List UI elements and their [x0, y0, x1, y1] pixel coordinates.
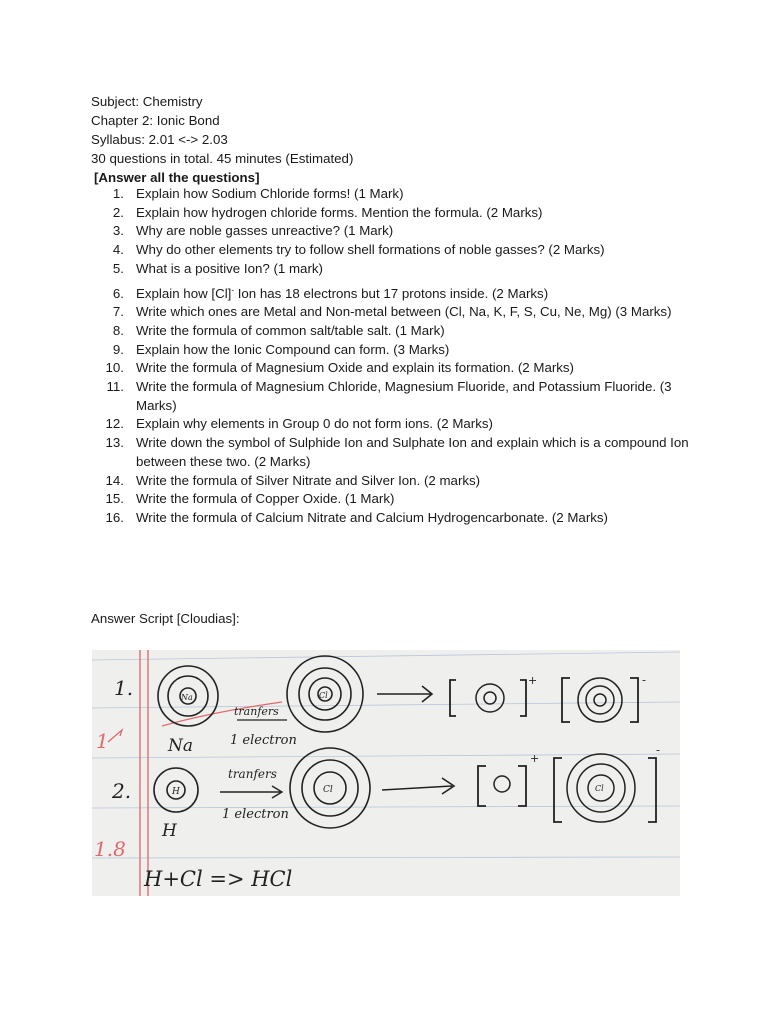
question-item: [91, 260, 691, 279]
chapter-line: Chapter 2: Ionic Bond: [91, 113, 220, 128]
question-text: Write the formula of Calcium Nitrate and Calcium Hydrogencarbonate. (2 Marks): [136, 509, 608, 525]
question-number: 3.: [112, 223, 124, 239]
question-number: 9.: [112, 341, 124, 357]
question-number: 8.: [112, 322, 124, 338]
question-number: 11.: [106, 379, 124, 395]
question-number: 4.: [112, 242, 124, 258]
question-item: [91, 241, 691, 260]
question-item: [91, 222, 691, 241]
question-text: Write the formula of Copper Oxide. (1 Mark): [136, 491, 395, 507]
transfers-label-2: tranfers: [228, 767, 277, 781]
question-item: [91, 378, 691, 415]
electron-label-2: 1 electron: [222, 807, 289, 822]
question-number: 6.: [112, 285, 124, 301]
question-item: [91, 472, 691, 491]
question-text-start: Explain how [Cl]: [136, 285, 232, 301]
question-text: Write the formula of Magnesium Chloride, Magnesium Fluoride, and Potassium Fluoride. (3 Marks): [136, 379, 672, 413]
question-item: [91, 185, 691, 204]
answer-script-label: Answer Script [Cloudias]:: [91, 611, 240, 626]
question-text: Why do other elements try to follow shell formations of noble gasses? (2 Marks): [136, 242, 605, 258]
question-text: Write down the symbol of Sulphide Ion and Sulphate Ion and explain which is a compound Ion between these two. (2 Marks): [136, 435, 689, 469]
subject-line: Subject: Chemistry: [91, 94, 203, 109]
sodium-ion-charge: +: [528, 674, 538, 687]
question-item: [91, 303, 691, 322]
hydrogen-label: H: [162, 821, 177, 841]
row-1-number: 1.: [114, 676, 134, 700]
chloride-nucleus-label-2: Cl: [595, 784, 604, 793]
paper-background: [92, 650, 680, 896]
row-2-number: 2.: [112, 779, 132, 803]
question-text: Explain how the Ionic Compound can form. (3 Marks): [136, 341, 450, 357]
question-text: Write which ones are Metal and Non-metal between (Cl, Na, K, F, S, Cu, Ne, Mg) (3 Marks): [136, 304, 672, 320]
chloride-charge-superscript: -: [231, 285, 235, 295]
question-number: 14.: [105, 472, 124, 488]
question-number: 1.: [112, 186, 124, 201]
question-text: Explain how hydrogen chloride forms. Mention the formula. (2 Marks): [136, 204, 543, 220]
total-line: 30 questions in total. 45 minutes (Estimated): [91, 151, 354, 166]
question-number: 5.: [112, 260, 124, 276]
hydrogen-ion-charge: +: [530, 752, 540, 765]
electron-label-1: 1 electron: [230, 733, 297, 748]
question-number: 2.: [112, 204, 124, 220]
question-item: [91, 359, 691, 378]
question-text: [136, 286, 548, 301]
worksheet-header: [91, 92, 711, 187]
grade-mark-2: 1.8: [94, 837, 126, 861]
chlorine-nucleus-label: Cl: [319, 691, 328, 700]
syllabus-line: Syllabus: 2.01 <-> 2.03: [91, 132, 228, 147]
question-number: 7.: [112, 304, 124, 320]
question-text: What is a positive Ion? (1 mark): [136, 260, 323, 276]
question-number: 15.: [105, 491, 124, 507]
question-number: 12.: [105, 416, 124, 432]
sodium-nucleus-label: Na: [181, 693, 193, 702]
question-list: [91, 185, 691, 528]
question-item: [91, 204, 691, 223]
question-text: Write the formula of Silver Nitrate and Silver Ion. (2 marks): [136, 472, 481, 488]
hcl-formula: H+Cl => HCl: [144, 867, 293, 891]
handwritten-answer-photo: [92, 650, 680, 896]
grade-mark-1: 1: [96, 729, 109, 753]
sodium-label: Na: [168, 736, 194, 756]
chloride-ion-charge: -: [642, 673, 647, 687]
question-item: [91, 415, 691, 434]
question-text: Write the formula of Magnesium Oxide and explain its formation. (2 Marks): [136, 360, 574, 376]
chloride-ion-charge-2: -: [656, 743, 661, 757]
question-number: 16.: [105, 509, 124, 525]
question-item: [91, 341, 691, 360]
question-text: Why are noble gasses unreactive? (1 Mark): [136, 223, 394, 239]
question-number: 13.: [105, 435, 124, 451]
question-number: 10.: [105, 360, 124, 376]
question-text: Write the formula of common salt/table salt. (1 Mark): [136, 322, 445, 338]
question-text: Explain how Sodium Chloride forms! (1 Mark): [136, 186, 404, 201]
question-item: [91, 285, 691, 304]
question-text-end: Ion has 18 electrons but 17 protons inside. (2 Marks): [234, 285, 549, 301]
hydrogen-nucleus-label: H: [172, 787, 180, 797]
question-text: Explain why elements in Group 0 do not form ions. (2 Marks): [136, 416, 493, 432]
chlorine-nucleus-label-2: Cl: [323, 785, 333, 795]
question-item: [91, 322, 691, 341]
transfers-label-1: tranfers: [234, 705, 279, 718]
question-item: [91, 509, 691, 528]
instruction-line: [Answer all the questions]: [94, 170, 260, 185]
question-item: [91, 490, 691, 509]
handwritten-answer-drawing: [92, 650, 680, 896]
question-item: [91, 434, 691, 471]
